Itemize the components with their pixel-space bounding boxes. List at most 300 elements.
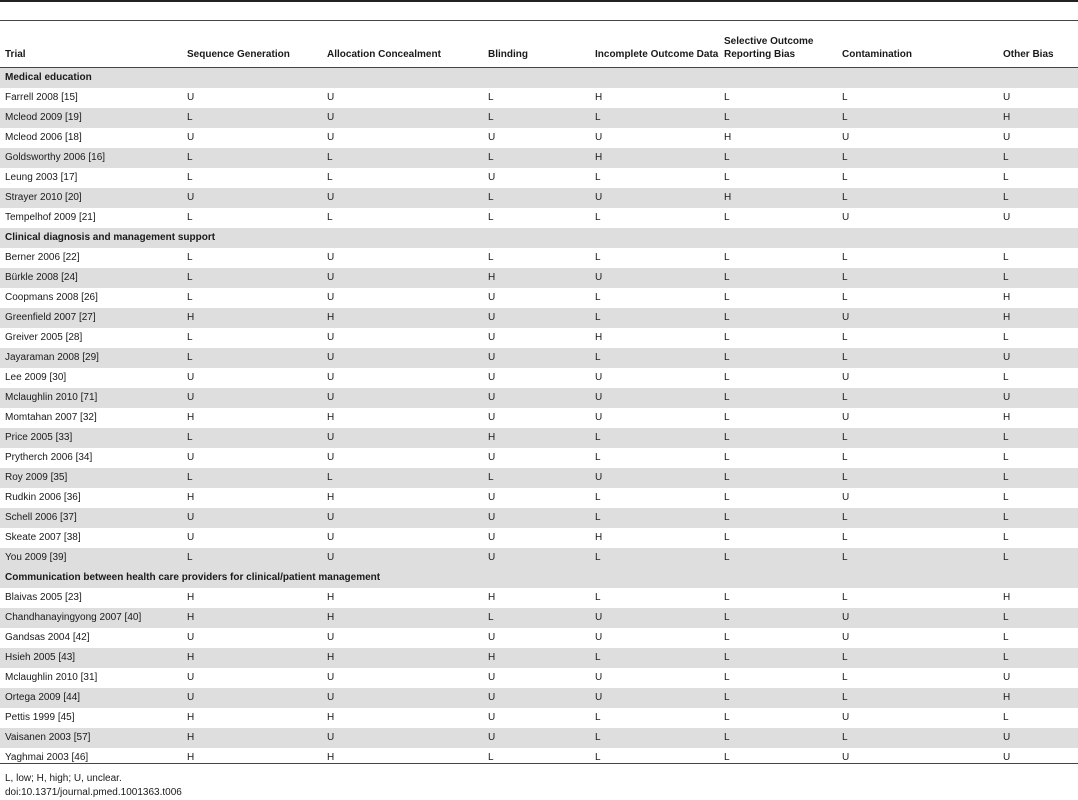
rating-cell: H [322, 308, 483, 328]
rating-cell: L [998, 548, 1078, 568]
rating-cell: U [483, 308, 590, 328]
rating-cell: U [595, 412, 603, 423]
rating-cell: L [595, 252, 601, 263]
rating-cell: L [719, 388, 837, 408]
rating-cell: U [483, 728, 590, 748]
table-row [0, 268, 1078, 288]
rating-cell: L [842, 292, 848, 303]
rating-cell: U [488, 532, 496, 543]
rating-cell: L [724, 372, 730, 383]
table-row [0, 348, 1078, 368]
rating-cell: L [724, 212, 730, 223]
rating-cell: L [187, 172, 193, 183]
rating-cell: L [590, 548, 719, 568]
top-thin-rule [0, 20, 1078, 21]
table-row [0, 88, 1078, 108]
top-rule [0, 0, 1078, 2]
rating-cell: H [327, 712, 335, 723]
rating-cell: H [327, 752, 335, 763]
trial-name-cell: Price 2005 [33] [0, 428, 182, 448]
rating-cell: H [1003, 412, 1011, 423]
rating-cell: U [488, 292, 496, 303]
rating-cell: H [998, 108, 1078, 128]
section-title: Clinical diagnosis and management support [0, 228, 1078, 248]
rating-cell: L [182, 108, 322, 128]
rating-cell: L [590, 428, 719, 448]
trial-name-cell: Berner 2006 [22] [5, 252, 80, 263]
header-row [0, 22, 1078, 68]
rating-cell: U [182, 688, 322, 708]
trial-name-cell: Blaivas 2005 [23] [5, 592, 82, 603]
rating-cell: U [488, 712, 496, 723]
rating-cell: U [327, 92, 335, 103]
rating-cell: U [837, 308, 998, 328]
rating-cell: L [595, 172, 601, 183]
trial-name-cell: Schell 2006 [37] [0, 508, 182, 528]
rating-cell: L [488, 92, 494, 103]
rating-cell: L [719, 648, 837, 668]
rating-cell: H [182, 608, 322, 628]
table-row [0, 408, 1078, 428]
rating-cell: L [837, 348, 998, 368]
rating-cell: U [1003, 672, 1011, 683]
rating-cell: U [1003, 752, 1011, 763]
rating-cell: U [327, 372, 335, 383]
rating-cell: L [719, 428, 837, 448]
trial-name-cell: Prytherch 2006 [34] [5, 452, 93, 463]
rating-cell: U [483, 508, 590, 528]
trial-name-cell: Vaisanen 2003 [57] [0, 728, 182, 748]
table-row [0, 428, 1078, 448]
rating-cell: L [998, 608, 1078, 628]
rating-cell: U [842, 712, 850, 723]
rating-cell: U [590, 388, 719, 408]
trial-name-cell: Hsieh 2005 [43] [0, 648, 182, 668]
table-row [0, 448, 1078, 468]
rating-cell: H [483, 428, 590, 448]
rating-cell: U [837, 608, 998, 628]
rating-cell: U [322, 688, 483, 708]
section-row [0, 228, 1078, 248]
rating-cell: L [595, 452, 601, 463]
section-title: Communication between health care providers for clinical/patient management [0, 568, 1078, 588]
rating-cell: L [1003, 252, 1009, 263]
rating-cell: L [182, 348, 322, 368]
rating-cell: U [322, 548, 483, 568]
rating-cell: L [998, 268, 1078, 288]
table-row [0, 488, 1078, 508]
header-allocation-concealment: Allocation Concealment [322, 22, 483, 68]
rating-cell: U [187, 632, 195, 643]
rating-cell: U [998, 728, 1078, 748]
trial-name-cell: Yaghmai 2003 [46] [5, 752, 89, 763]
rating-cell: L [724, 752, 730, 763]
rating-cell: H [488, 592, 496, 603]
rating-cell: U [488, 492, 496, 503]
rating-cell: U [488, 412, 496, 423]
trial-name-cell: Mclaughlin 2010 [31] [5, 672, 98, 683]
trial-name-cell: Momtahan 2007 [32] [5, 412, 97, 423]
rating-cell: U [322, 188, 483, 208]
rating-cell: U [327, 252, 335, 263]
table-row [0, 728, 1078, 748]
section-row [0, 68, 1078, 89]
rating-cell: U [187, 672, 195, 683]
table-row [0, 628, 1078, 648]
rating-cell: H [327, 592, 335, 603]
rating-cell: U [590, 468, 719, 488]
rating-cell: H [182, 648, 322, 668]
table-row [0, 328, 1078, 348]
table-row [0, 148, 1078, 168]
rating-cell: L [837, 468, 998, 488]
rating-cell: L [595, 592, 601, 603]
trial-name-cell: Roy 2009 [35] [0, 468, 182, 488]
rating-cell: L [837, 648, 998, 668]
table-row [0, 548, 1078, 568]
rating-cell: L [998, 468, 1078, 488]
rating-cell: U [327, 672, 335, 683]
rating-cell: L [595, 492, 601, 503]
rating-cell: U [488, 132, 496, 143]
rating-cell: L [590, 308, 719, 328]
rating-cell: L [719, 608, 837, 628]
rating-cell: U [998, 388, 1078, 408]
trial-name-cell: Goldsworthy 2006 [16] [0, 148, 182, 168]
table-row [0, 288, 1078, 308]
rating-cell: L [842, 332, 848, 343]
rating-cell: L [595, 712, 601, 723]
rating-cell: H [1003, 292, 1011, 303]
rating-cell: U [590, 268, 719, 288]
trial-name-cell: You 2009 [39] [0, 548, 182, 568]
rating-cell: L [327, 212, 333, 223]
rating-cell: L [488, 252, 494, 263]
rating-cell: L [488, 212, 494, 223]
rating-cell: U [327, 132, 335, 143]
rating-cell: U [842, 212, 850, 223]
rating-cell: H [483, 268, 590, 288]
rating-cell: L [837, 268, 998, 288]
rating-cell: U [842, 372, 850, 383]
table-row [0, 368, 1078, 388]
rating-cell: H [595, 332, 603, 343]
rating-cell: L [724, 172, 730, 183]
doi-label: doi:10.1371/journal.pmed.1001363.t006 [5, 787, 182, 798]
rating-cell: H [327, 492, 335, 503]
rating-cell: L [719, 728, 837, 748]
rating-cell: H [483, 648, 590, 668]
trial-name-cell: Lee 2009 [30] [5, 372, 67, 383]
rating-cell: L [590, 108, 719, 128]
trial-name-cell: Greiver 2005 [28] [5, 332, 83, 343]
rating-cell: L [837, 388, 998, 408]
trial-name-cell: Coopmans 2008 [26] [5, 292, 98, 303]
rating-cell: U [1003, 212, 1011, 223]
table-row [0, 108, 1078, 128]
rating-cell: U [322, 348, 483, 368]
rating-cell: L [998, 148, 1078, 168]
rating-cell: L [837, 428, 998, 448]
rating-cell: U [322, 728, 483, 748]
rating-cell: L [719, 148, 837, 168]
rating-cell: L [322, 148, 483, 168]
rating-cell: U [595, 672, 603, 683]
bottom-rule [0, 763, 1078, 764]
rating-cell: L [488, 752, 494, 763]
table-body [0, 68, 1078, 769]
rating-cell: H [590, 148, 719, 168]
rating-cell: U [590, 608, 719, 628]
rating-cell: L [1003, 492, 1009, 503]
rating-cell: L [724, 592, 730, 603]
rating-cell: U [327, 532, 335, 543]
trial-name-cell: Greenfield 2007 [27] [0, 308, 182, 328]
rating-cell: U [187, 452, 195, 463]
rating-cell: U [842, 492, 850, 503]
rating-cell: L [590, 648, 719, 668]
trial-name-cell: Bürkle 2008 [24] [0, 268, 182, 288]
rating-cell: L [1003, 532, 1009, 543]
rating-cell: L [590, 728, 719, 748]
rating-cell: L [837, 728, 998, 748]
rating-cell: L [998, 508, 1078, 528]
rating-cell: U [322, 508, 483, 528]
rating-cell: L [595, 752, 601, 763]
table-row [0, 188, 1078, 208]
trial-name-cell: Strayer 2010 [20] [0, 188, 182, 208]
table-row [0, 308, 1078, 328]
rating-cell: H [322, 608, 483, 628]
rating-cell: U [488, 172, 496, 183]
rating-cell: U [488, 632, 496, 643]
rating-cell: U [322, 388, 483, 408]
rating-cell: L [1003, 452, 1009, 463]
table-row [0, 608, 1078, 628]
rating-cell: U [182, 388, 322, 408]
rating-cell: U [590, 188, 719, 208]
trial-name-cell: Gandsas 2004 [42] [5, 632, 90, 643]
risk-of-bias-table [0, 22, 1078, 768]
trial-name-cell: Mcleod 2006 [18] [5, 132, 82, 143]
rating-cell: L [719, 688, 837, 708]
rating-cell: L [837, 548, 998, 568]
rating-cell: H [182, 308, 322, 328]
rating-cell: U [483, 348, 590, 368]
rating-cell: L [842, 452, 848, 463]
rating-cell: L [719, 348, 837, 368]
rating-cell: H [595, 532, 603, 543]
rating-cell: U [187, 532, 195, 543]
rating-cell: L [724, 672, 730, 683]
rating-cell: L [724, 632, 730, 643]
table-row [0, 248, 1078, 268]
rating-cell: U [595, 632, 603, 643]
rating-cell: L [724, 92, 730, 103]
rating-cell: L [724, 452, 730, 463]
rating-cell: U [483, 688, 590, 708]
header-blinding: Blinding [483, 22, 590, 68]
trial-name-cell: Tempelhof 2009 [21] [5, 212, 96, 223]
header-other-bias: Other Bias [998, 22, 1078, 68]
table-row [0, 388, 1078, 408]
rating-cell: L [719, 548, 837, 568]
rating-cell: U [998, 348, 1078, 368]
trial-name-cell: Rudkin 2006 [36] [5, 492, 81, 503]
rating-cell: U [322, 108, 483, 128]
rating-cell: U [322, 428, 483, 448]
rating-cell: H [327, 412, 335, 423]
trial-name-cell: Ortega 2009 [44] [0, 688, 182, 708]
rating-cell: U [327, 452, 335, 463]
rating-cell: L [842, 252, 848, 263]
rating-cell: U [488, 452, 496, 463]
rating-cell: L [187, 212, 193, 223]
rating-cell: L [842, 92, 848, 103]
header-selective-outcome-reporting-bias: Selective Outcome Reporting Bias [719, 22, 837, 68]
rating-cell: U [483, 548, 590, 568]
rating-cell: H [187, 412, 195, 423]
rating-cell: L [724, 332, 730, 343]
rating-cell: L [595, 212, 601, 223]
rating-cell: L [483, 188, 590, 208]
rating-cell: L [719, 108, 837, 128]
rating-cell: L [724, 532, 730, 543]
table-row [0, 648, 1078, 668]
rating-cell: L [1003, 372, 1009, 383]
rating-cell: H [187, 712, 195, 723]
rating-cell: L [998, 648, 1078, 668]
trial-name-cell: Leung 2003 [17] [5, 172, 78, 183]
rating-cell: L [595, 292, 601, 303]
rating-cell: L [1003, 332, 1009, 343]
rating-cell: L [724, 292, 730, 303]
rating-cell: U [842, 632, 850, 643]
rating-cell: U [595, 132, 603, 143]
rating-cell: L [590, 348, 719, 368]
rating-cell: U [488, 332, 496, 343]
trial-name-cell: Jayaraman 2008 [29] [0, 348, 182, 368]
rating-cell: L [182, 548, 322, 568]
rating-cell: L [1003, 712, 1009, 723]
rating-cell: U [187, 132, 195, 143]
rating-cell: L [182, 148, 322, 168]
header-sequence-generation: Sequence Generation [182, 22, 322, 68]
rating-cell: L [837, 148, 998, 168]
rating-cell: U [182, 188, 322, 208]
rating-cell: L [327, 172, 333, 183]
rating-cell: L [182, 468, 322, 488]
rating-cell: L [842, 592, 848, 603]
rating-cell: H [187, 492, 195, 503]
rating-cell: L [719, 268, 837, 288]
rating-cell: L [182, 428, 322, 448]
rating-cell: L [182, 268, 322, 288]
trial-name-cell: Farrell 2008 [15] [5, 92, 78, 103]
rating-cell: H [187, 592, 195, 603]
rating-cell: L [483, 608, 590, 628]
rating-cell: U [488, 372, 496, 383]
rating-cell: U [327, 632, 335, 643]
rating-cell: L [842, 532, 848, 543]
rating-cell: U [483, 388, 590, 408]
rating-cell: U [842, 752, 850, 763]
rating-cell: H [724, 132, 732, 143]
table-row [0, 508, 1078, 528]
rating-cell: L [322, 468, 483, 488]
rating-cell: U [488, 672, 496, 683]
rating-cell: H [998, 688, 1078, 708]
table-row [0, 708, 1078, 728]
rating-cell: L [842, 172, 848, 183]
rating-cell: L [719, 468, 837, 488]
header-contamination: Contamination [837, 22, 998, 68]
rating-cell: L [1003, 632, 1009, 643]
table-row [0, 688, 1078, 708]
rating-cell: U [187, 372, 195, 383]
rating-cell: L [187, 292, 193, 303]
trial-name-cell: Pettis 1999 [45] [5, 712, 75, 723]
rating-cell: L [590, 508, 719, 528]
rating-cell: L [837, 108, 998, 128]
rating-cell: L [724, 412, 730, 423]
rating-cell: L [1003, 172, 1009, 183]
rating-cell: H [322, 648, 483, 668]
rating-cell: L [483, 148, 590, 168]
rating-cell: U [842, 132, 850, 143]
rating-cell: L [187, 252, 193, 263]
rating-cell: H [595, 92, 603, 103]
table-row [0, 128, 1078, 148]
rating-cell: L [719, 308, 837, 328]
table-row [0, 588, 1078, 608]
rating-cell: L [724, 712, 730, 723]
table-row [0, 168, 1078, 188]
header-incomplete-outcome-data: Incomplete Outcome Data [590, 22, 719, 68]
rating-cell: H [1003, 592, 1011, 603]
trial-name-cell: Mcleod 2009 [19] [0, 108, 182, 128]
header-trial: Trial [0, 22, 182, 68]
rating-cell: U [327, 332, 335, 343]
rating-cell: U [590, 688, 719, 708]
trial-name-cell: Skeate 2007 [38] [5, 532, 81, 543]
rating-cell: U [182, 508, 322, 528]
rating-cell: L [719, 508, 837, 528]
table-row [0, 748, 1078, 768]
rating-cell: L [837, 508, 998, 528]
rating-cell: L [837, 188, 998, 208]
rating-cell: L [998, 428, 1078, 448]
table-footnote: L, low; H, high; U, unclear. [5, 773, 122, 784]
rating-cell: L [483, 108, 590, 128]
rating-cell: L [837, 688, 998, 708]
rating-cell: U [187, 92, 195, 103]
table-row [0, 208, 1078, 228]
rating-cell: L [842, 672, 848, 683]
rating-cell: U [327, 292, 335, 303]
section-row [0, 568, 1078, 588]
rating-cell: L [483, 468, 590, 488]
rating-cell: L [998, 188, 1078, 208]
rating-cell: U [322, 268, 483, 288]
rating-cell: H [182, 728, 322, 748]
rating-cell: H [998, 308, 1078, 328]
rating-cell: H [187, 752, 195, 763]
rating-cell: H [719, 188, 837, 208]
table-row [0, 468, 1078, 488]
rating-cell: L [187, 332, 193, 343]
rating-cell: L [724, 252, 730, 263]
